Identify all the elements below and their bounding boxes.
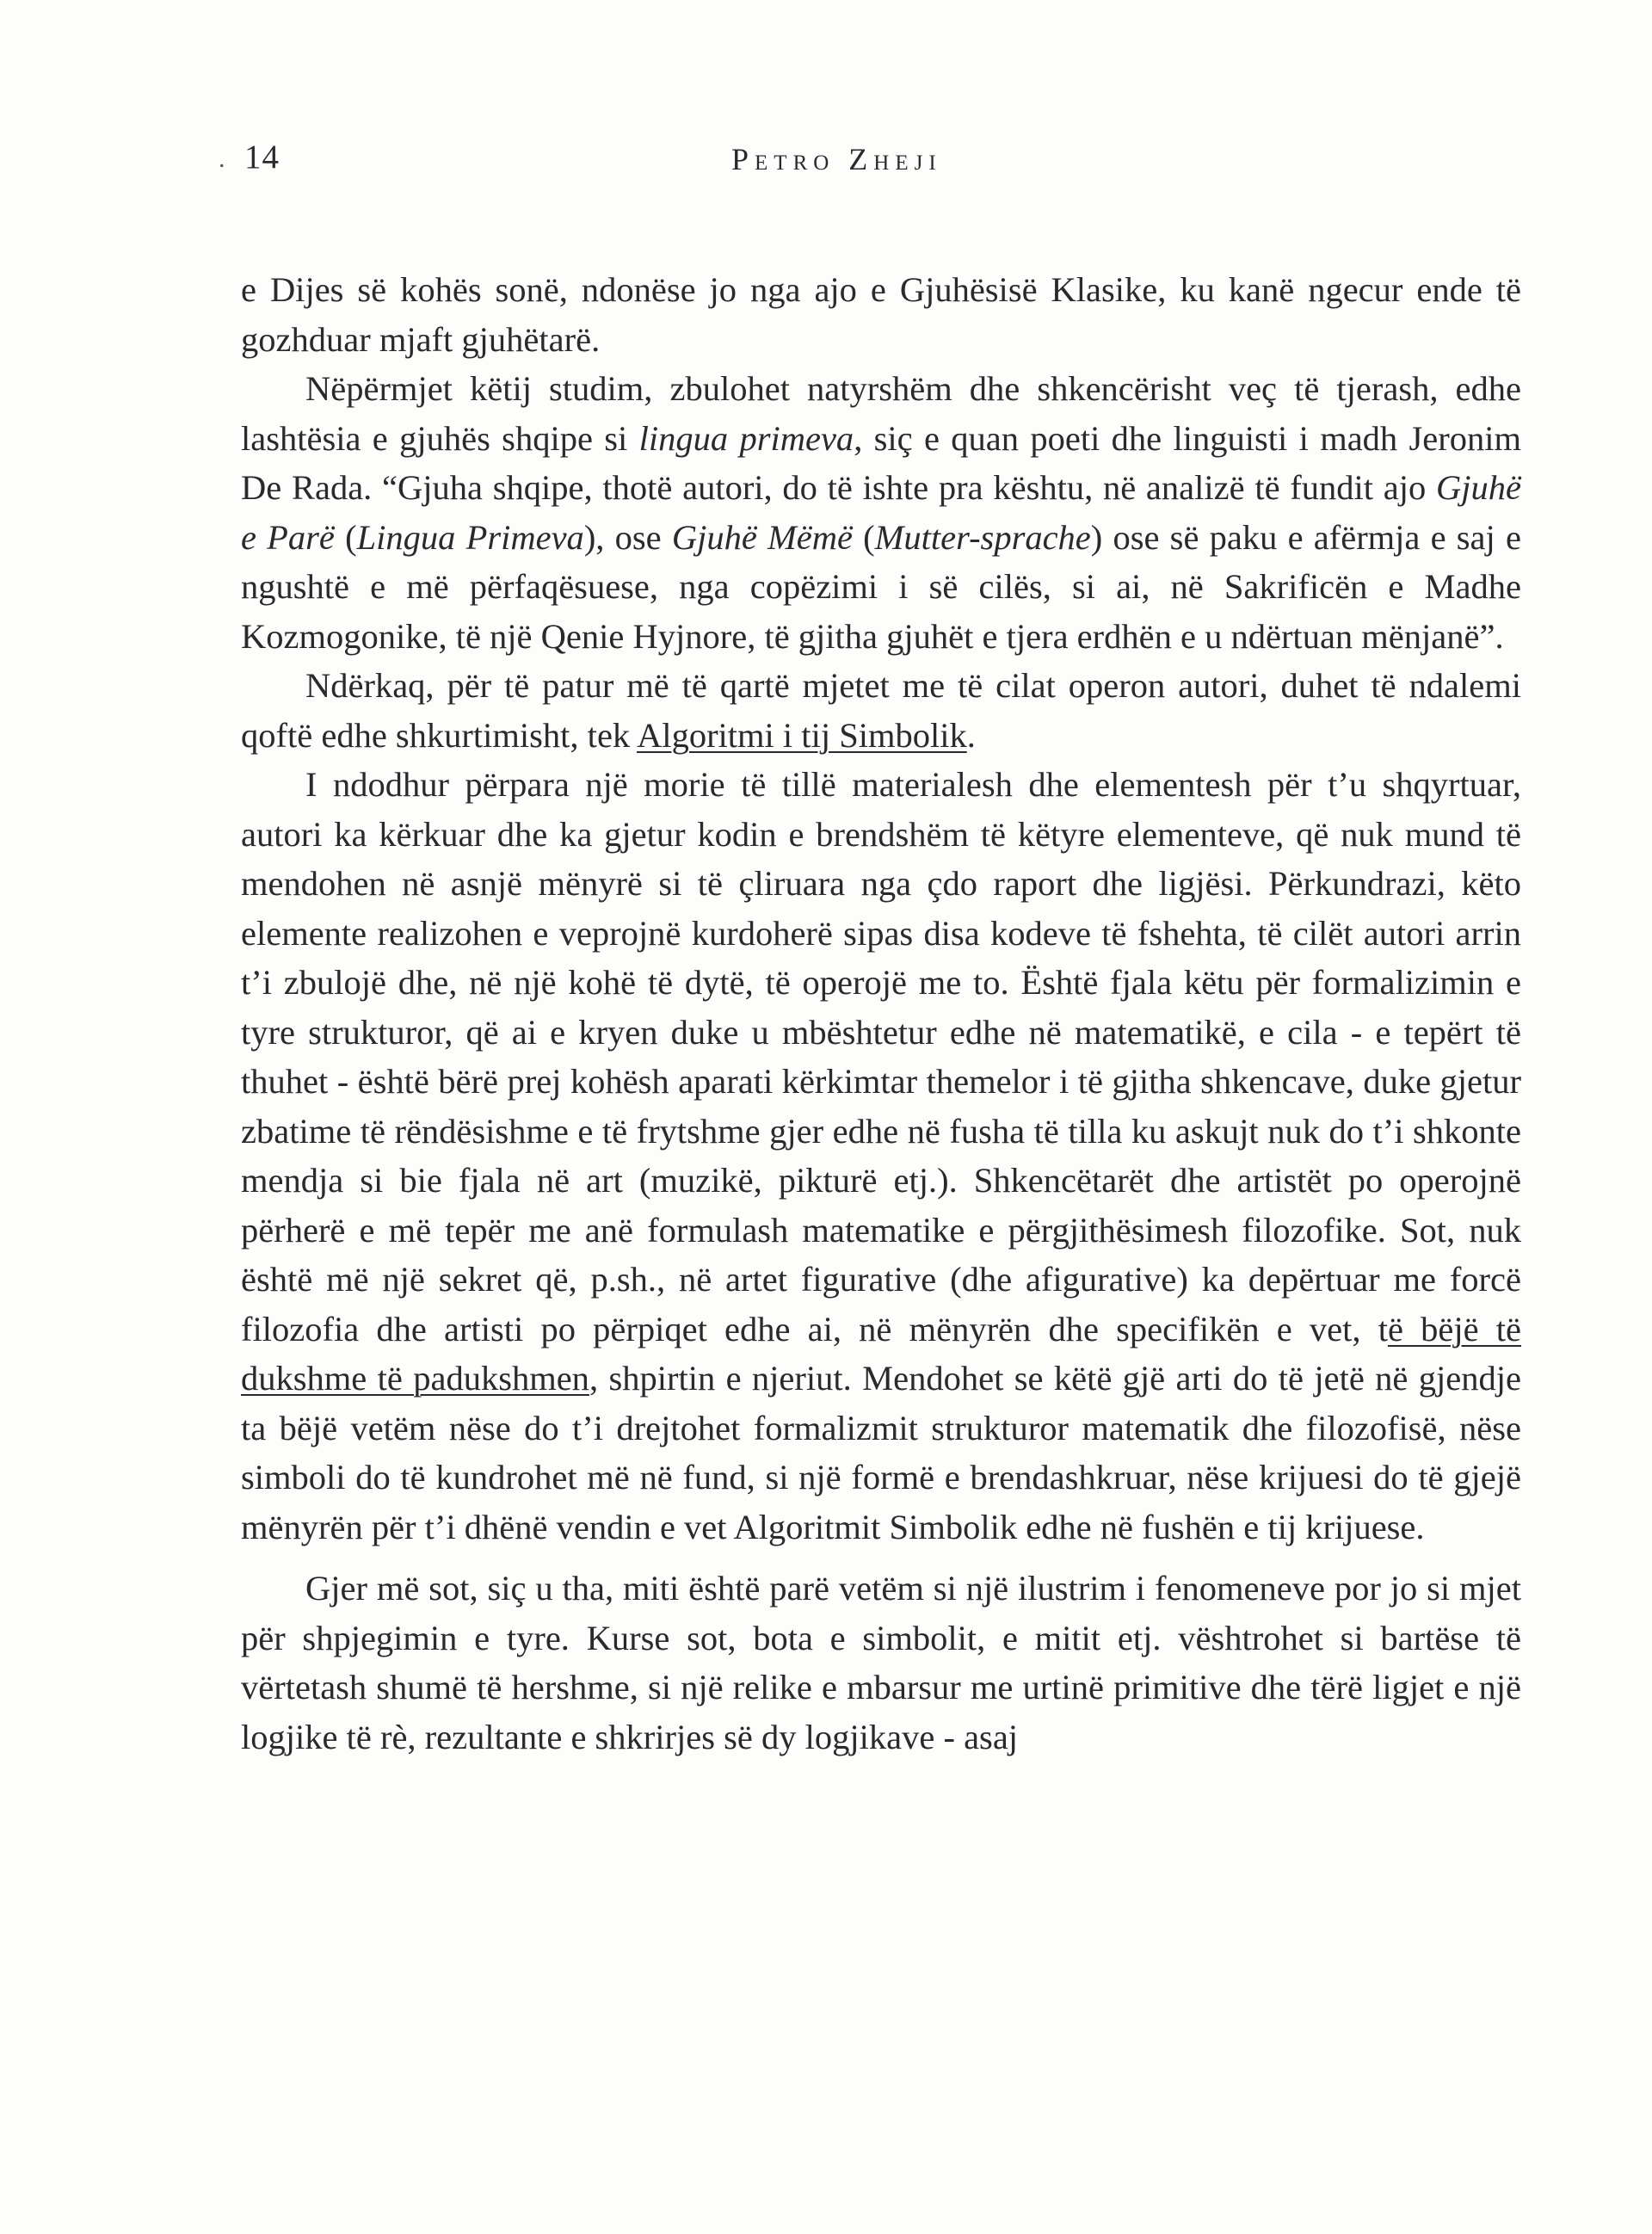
text-segment: e Dijes së kohës sonë, ndonëse jo nga ajo e Gjuhësisë Klasike, ku kanë ngecur ende të gozhduar mjaft gjuhëtarë. [241, 270, 1521, 359]
body-text [241, 265, 1521, 1762]
text-segment: , siç e quan poeti dhe linguisti i madh Jeronim De Rada. “Gjuha shqipe, thotë autori, do të ishte pra kështu, në analizë të fundit ajo [241, 418, 1521, 507]
running-head: Petro Zheji [731, 142, 942, 176]
paragraph-5 [241, 1564, 1521, 1762]
stray-mark: . [219, 145, 225, 173]
paragraph-1 [241, 265, 1521, 364]
paragraph-3 [241, 661, 1521, 760]
text-segment: ), ose [583, 517, 672, 557]
italic-term: lingua primeva [638, 418, 854, 458]
text-segment: ( [852, 517, 875, 557]
italic-term: Gjuhë Mëmë [671, 517, 853, 557]
text-segment: I ndodhur përpara një morie të tillë materialesh dhe elementesh për t’u shqyrtuar, autori ka kërkuar dhe ka gjetur kodin e brendshëm të këtyre elementeve, që nuk mund të mendohen në asnjë mënyrë si të çliruara nga çdo raport dhe ligjësi. Përkundrazi, këto elemente realizohen e veprojnë kurdoherë sipas disa kodeve të fshehta, të cilët autori arrin t’i zbulojë dhe, në një kohë të dytë, të operojë me to. Është fjala këtu për formalizimin e tyre strukturor, që ai e kryen duke u mbështetur edhe në matematikë, e cila - e tepërt të thuhet - është bërë prej kohësh aparati kërkimtar themelor i të gjitha shkencave, duke gjetur zbatime të rëndësishme e të frytshme gjer edhe në fusha të tilla ku askujt nuk do t’i shkonte mendja si bie fjala në art (muzikë, pikturë etj.). Shkencëtarët dhe artistët po operojnë përherë e më tepër me anë formulash matematike e përgjithësimesh filozofike. Sot, nuk është më një sekret që, p.sh., në artet figurative (dhe afigurative) ka depërtuar me forcë filozofia dhe artisti po përpiqet edhe ai, në mënyrën dhe specifikën e vet, t [241, 765, 1521, 1348]
underlined-phrase: ë bëjë të dukshme të padukshmen [241, 1309, 1521, 1398]
text-segment: . [966, 715, 976, 755]
text-segment: , shpirtin e njeriut. Mendohet se këtë gjë arti do të jetë në gjendje ta bëjë vetëm nëse do t’i drejtohet formalizmit strukturor matematik dhe filozofisë, nëse simboli do të kundrohet më në fund, si një formë e brendashkruar, nëse krijuesi do të gjejë mënyrën për t’i dhënë vendin e vet Algoritmit Simbolik edhe në fushën e tij krijuese. [241, 1359, 1521, 1546]
italic-term: Gjuhë e Parë [241, 468, 1521, 557]
text-segment: Nëpërmjet këtij studim, zbulohet natyrshëm dhe shkencërisht veç të tjerash, edhe lashtësia e gjuhës shqipe si [241, 369, 1521, 458]
text-segment: ) ose së paku e afërmja e saj e ngushtë e më përfaqësuese, nga copëzimi i së cilës, si ai, në Sakrificën e Madhe Kozmogonike, të një Qenie Hyjnore, të gjitha gjuhët e tjera erdhën e u ndërtuan mënjanë”. [241, 517, 1521, 656]
text-segment: Gjer më sot, siç u tha, miti është parë vetëm si një ilustrim i fenomeneve por jo si mjet për shpjegimin e tyre. Kurse sot, bota e simbolit, e mitit etj. vështrohet si bartëse të vërtetash shumë të hershme, si një relike e mbarsur me urtinë primitive dhe tërë ligjet e një logjike të rè, rezultante e shkrirjes së dy logjikave - asaj [241, 1569, 1521, 1756]
text-segment: ( [334, 517, 357, 557]
page-header [244, 138, 1535, 189]
paragraph-4 [241, 760, 1521, 1552]
italic-term: Lingua Primeva [356, 517, 584, 557]
underlined-phrase: Algoritmi i tij Simbolik [637, 715, 967, 755]
page-number: 14 [244, 139, 280, 176]
paragraph-2 [241, 364, 1521, 661]
italic-term: Mutter-sprache [874, 517, 1091, 557]
text-segment: Ndërkaq, për të patur më të qartë mjetet me të cilat operon autori, duhet të ndalemi qoftë edhe shkurtimisht, tek [241, 666, 1521, 755]
